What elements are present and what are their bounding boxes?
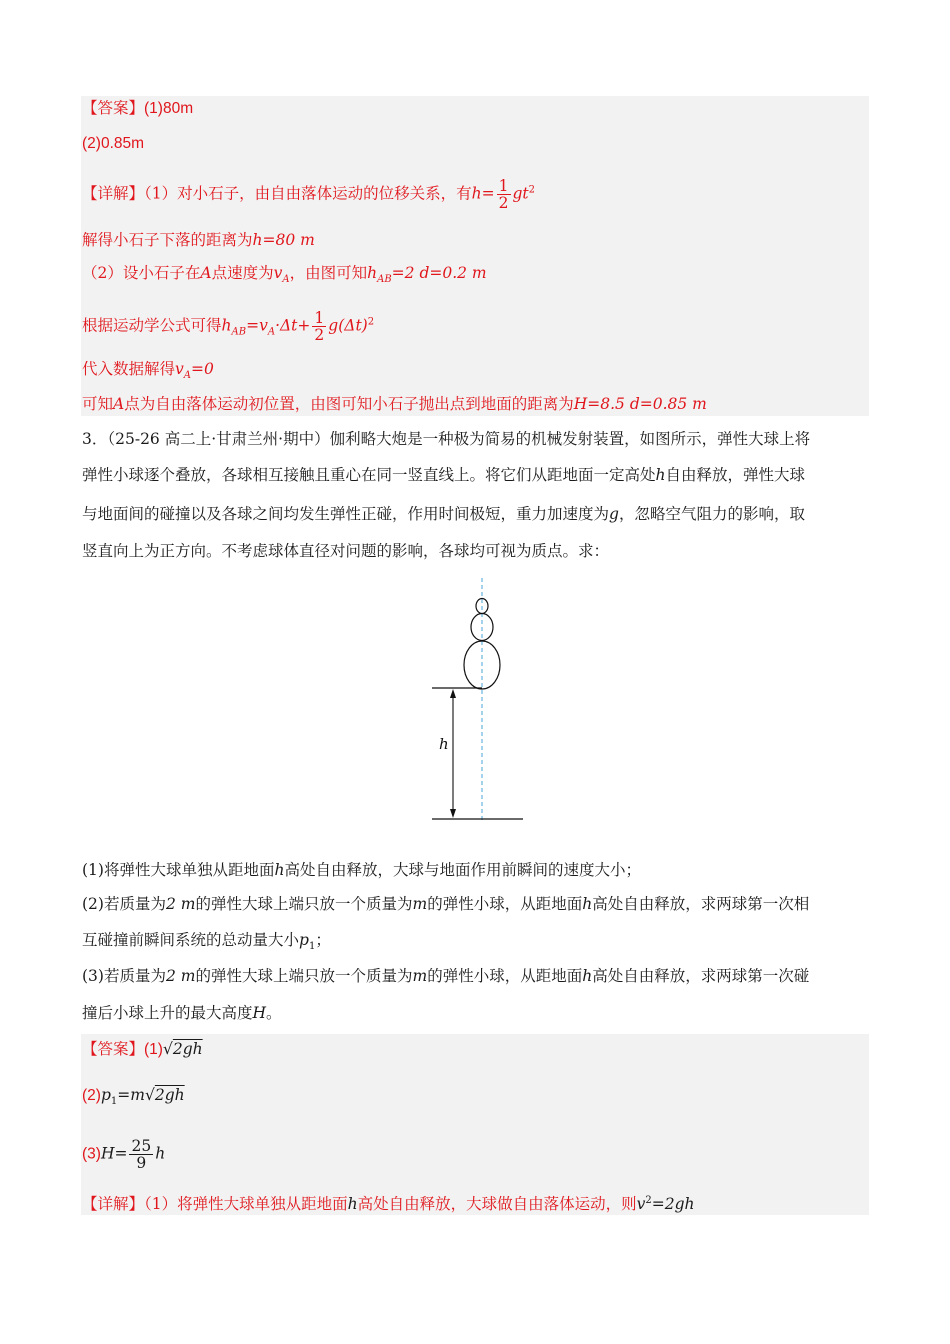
sub-question-3-line-2 [82, 1002, 282, 1024]
detail-1-line-5 [82, 358, 214, 387]
fraction-25-9 [129, 1138, 153, 1171]
arrow-head-down [450, 809, 456, 818]
answer-block-3 [81, 1034, 869, 1215]
answer-1-part-1: (1)80m [144, 100, 194, 117]
detail-1-line-2 [82, 229, 315, 251]
math-H: H= [100, 1144, 128, 1163]
question-3-line-3 [82, 503, 805, 525]
math-h: h [274, 861, 285, 879]
text: (1)将弹性大球单独从距地面 [82, 861, 275, 879]
sub: A [267, 326, 276, 338]
math-h: h [347, 1195, 358, 1214]
text: 点速度为 [211, 264, 274, 282]
text: 的弹性小球，从距地面 [427, 895, 583, 913]
frac-num: 1 [498, 177, 509, 195]
math-h: h [582, 895, 593, 913]
math-h: h [582, 967, 593, 985]
math-expr: 2gh [154, 1086, 185, 1104]
math-expr: 2gh [172, 1040, 203, 1058]
text: 代入数据解得 [82, 360, 176, 378]
text: 高处自由释放，求两球第一次相 [592, 895, 810, 913]
text: 的弹性大球上端只放一个质量为 [195, 895, 413, 913]
text: 的弹性小球，从距地面 [427, 967, 583, 985]
detail-1-line-6 [82, 393, 707, 415]
fraction-half [312, 310, 326, 343]
question-3-line-4: 竖直向上为正方向。不考虑球体直径对问题的影响，各球均可视为质点。求： [82, 542, 610, 560]
math-g: g [609, 505, 619, 523]
exponent: 2 [528, 184, 536, 196]
arrow-head-up [450, 689, 456, 698]
sub-question-2-line-2 [82, 929, 331, 958]
text: ，忽略空气阻力的影响，取 [618, 505, 805, 523]
math-v: v [175, 360, 184, 378]
text: 的弹性大球上端只放一个质量为 [195, 967, 413, 985]
detail-1-line-4 [82, 310, 374, 344]
text: 根据运动学公式可得 [82, 316, 222, 335]
answer-3-line-1 [82, 1038, 203, 1061]
height-label: h [439, 735, 449, 753]
sub: 1 [308, 941, 316, 953]
math-v: v [273, 264, 283, 282]
text: 高处自由释放，求两球第一次碰 [592, 967, 810, 985]
answer-1-line-1 [82, 97, 193, 120]
answer-tag: 【答案】 [82, 99, 145, 117]
text: （1）将弹性大球单独从距地面 [144, 1195, 348, 1214]
text: 点为自由落体运动初位置，由图可知小石子抛出点到地面的距离为 [124, 395, 574, 413]
galileo-cannon-figure [420, 578, 540, 828]
math-p: p [100, 1086, 111, 1104]
exponent: 2 [367, 316, 375, 328]
math-m: m [412, 967, 428, 985]
math-h: h [221, 316, 232, 335]
detail-1-line-1 [82, 178, 535, 211]
math-h: h [155, 1144, 166, 1163]
sub-AB: AB [377, 274, 392, 286]
detail-3-line-1 [82, 1190, 695, 1215]
math-eq: =2 d=0.2 m [391, 264, 487, 282]
math: ·Δt+ [275, 316, 311, 335]
detail-1-line-3 [82, 262, 487, 291]
sub-question-2-line-1 [82, 893, 809, 915]
text: 与地面间的碰撞以及各球之间均发生弹性正碰，作用时间极短，重力加速度为 [82, 505, 610, 523]
math-A: A [113, 395, 125, 413]
text: 可知 [82, 395, 114, 413]
math: =0 [191, 360, 214, 378]
detail-1-text-1: （1）对小石子，由自由落体运动的位移关系，有 [144, 184, 472, 203]
frac-den: 2 [498, 194, 509, 212]
math: =2gh [651, 1195, 695, 1214]
text: (3)若质量为 [82, 967, 166, 985]
math: =m [117, 1086, 145, 1104]
math-A: A [200, 264, 212, 282]
math-h: h [367, 264, 378, 282]
exponent: 2 [645, 1195, 652, 1206]
sub-question-3-line-1 [82, 965, 809, 987]
text: ，由图可知 [289, 264, 368, 282]
text: 撞后小球上升的最大高度 [82, 1004, 253, 1022]
text: ； [315, 931, 331, 949]
math-h-80: h=80 m [252, 231, 315, 249]
text: 。 [266, 1004, 282, 1022]
math-gt: gt [512, 184, 529, 203]
text: 弹性小球逐个叠放，各球相互接触且重心在同一竖直线上。将它们从距地面一定高处 [82, 466, 656, 484]
math-h: h [655, 466, 666, 484]
sub-question-1 [82, 859, 641, 881]
fraction-half [497, 178, 511, 211]
question-3-line-1: 3．（25-26 高二上·甘肃兰州·期中）伽利略大炮是一种极为简易的机械发射装置，如图所示，弹性大球上将 [82, 430, 811, 448]
text: 互碰撞前瞬间系统的总动量大小 [82, 931, 300, 949]
detail-tag: 【详解】 [82, 1195, 145, 1214]
math-h: h= [471, 184, 495, 203]
sqrt-symbol: √ [162, 1040, 173, 1058]
frac-num: 25 [131, 1137, 152, 1155]
math-p: p [299, 931, 309, 949]
prefix: (1) [144, 1041, 163, 1058]
math-2m: 2 m [165, 967, 196, 985]
prefix: (2) [82, 1087, 101, 1104]
sub-A: A [282, 274, 290, 286]
answer-3-line-3 [82, 1138, 165, 1171]
text: 高处自由释放，大球做自由落体运动，则 [357, 1195, 637, 1214]
sub: AB [231, 326, 247, 338]
math-H: H [252, 1004, 267, 1022]
frac-den: 2 [314, 326, 325, 344]
detail-1-text-2: 解得小石子下落的距离为 [82, 231, 253, 249]
question-3-line-2 [82, 464, 805, 486]
text: (2)若质量为 [82, 895, 166, 913]
answer-tag: 【答案】 [82, 1040, 145, 1058]
prefix: (3) [82, 1145, 101, 1163]
answer-1-part-2: (2)0.85m [82, 135, 145, 152]
text: 自由释放，弹性大球 [665, 466, 806, 484]
math: =v [246, 316, 268, 335]
text: （2）设小石子在 [82, 264, 201, 282]
math: H=8.5 d=0.85 m [573, 395, 707, 413]
math-2m: 2 m [165, 895, 196, 913]
detail-tag: 【详解】 [82, 184, 145, 203]
sub: 1 [110, 1096, 118, 1108]
math-m: m [412, 895, 428, 913]
sqrt-symbol: √ [144, 1086, 155, 1104]
text: 高处自由释放，大球与地面作用前瞬间的速度大小； [284, 861, 641, 879]
frac-den: 9 [136, 1154, 147, 1172]
math: g(Δt) [328, 316, 368, 335]
frac-num: 1 [314, 309, 325, 327]
math-v: v [636, 1195, 646, 1214]
sub: A [183, 370, 192, 382]
answer-3-line-2 [82, 1084, 185, 1113]
